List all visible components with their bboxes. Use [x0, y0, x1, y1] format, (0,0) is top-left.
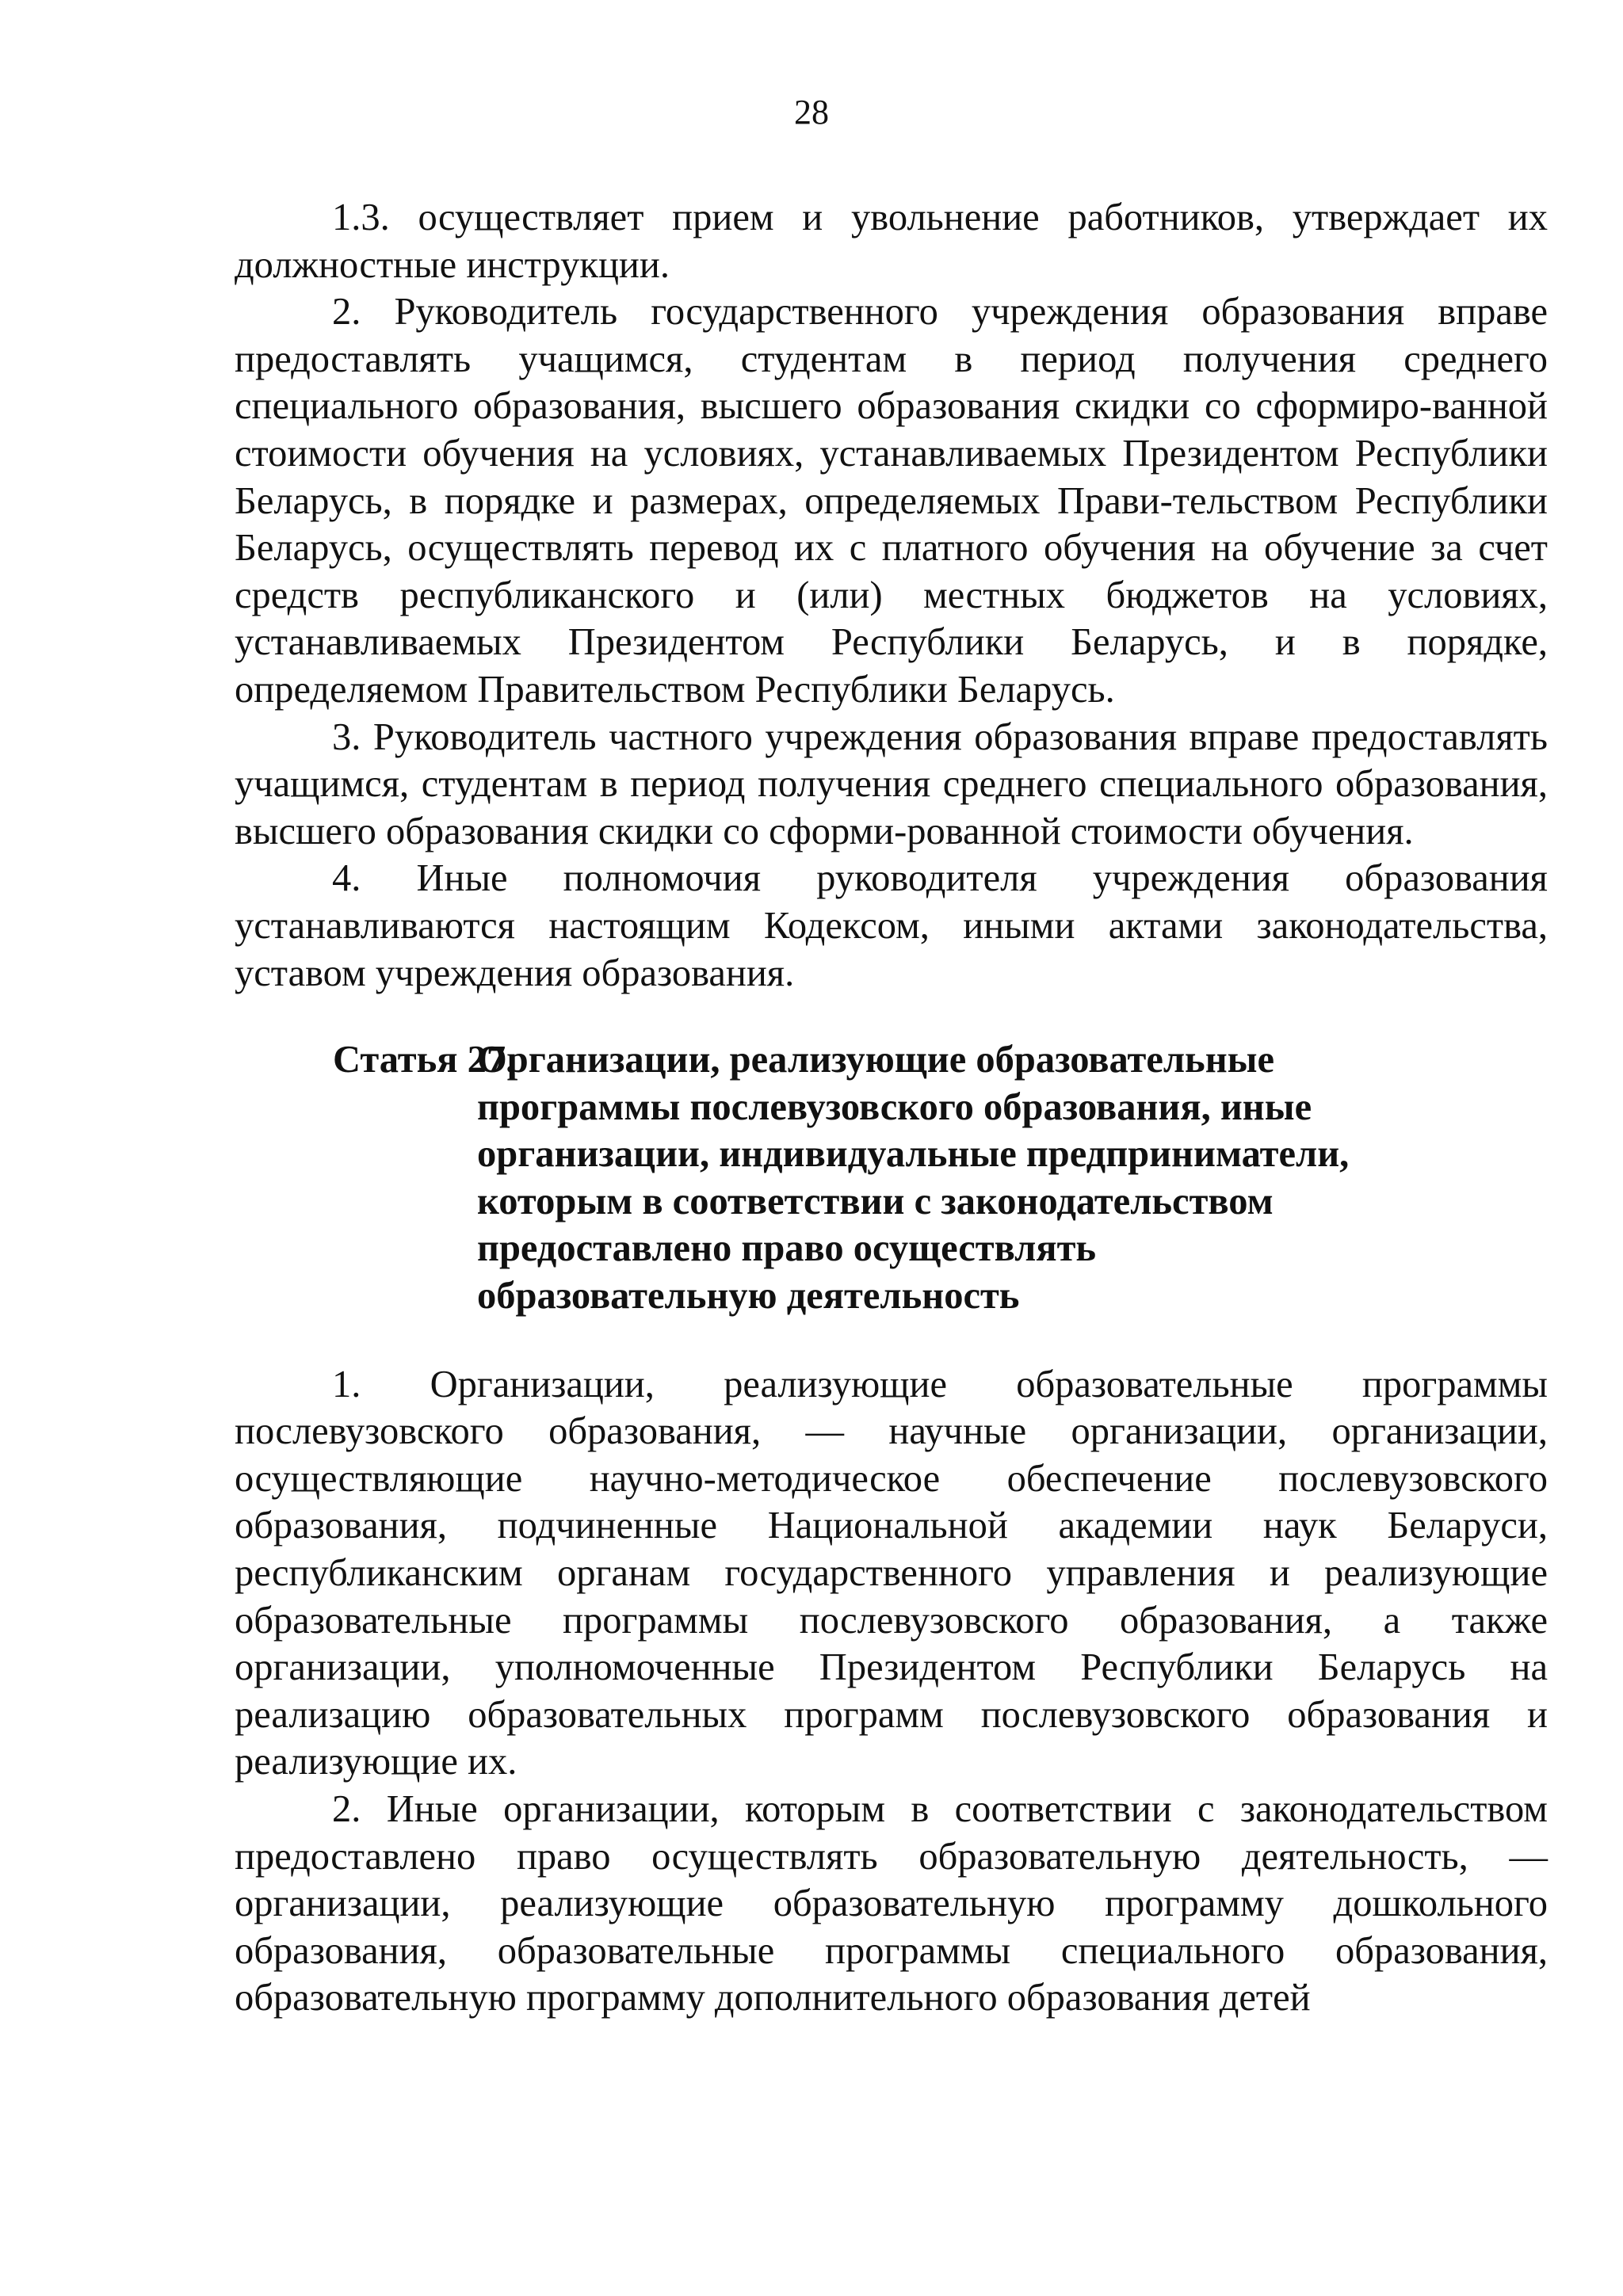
article-paragraph-1: 1. Организации, реализующие образовательные программы послевузовского образования, — научные организации, организации, осуществляющие научно-методическое обеспечение послевузовского образования, подчиненные Национальной академии наук Беларуси, республиканским органам государственного управления и реализующие образовательные программы послевузовского образования, а также организации, уполномоченные Президентом Республики Беларусь на реализацию образовательных программ послевузовского образования и реализующие их. — [235, 1363, 1548, 1783]
article-paragraph-2: 2. Иные организации, которым в соответствии с законодательством предоставлено право осуществлять образовательную деятельность, — организации, реализующие образовательную программу дошкольного образования, образовательные программы специального образования, образовательную программу дополнительного образования детей — [235, 1788, 1548, 2019]
article-title-line: предоставлено право осуществлять — [477, 1227, 1097, 1270]
article-title — [477, 1036, 1452, 1320]
paragraph-2: 2. Руководитель государственного учреждения образования вправе предоставлять учащимся, студентам в период получения среднего специального образования, высшего образования скидки со сформиро-ванной стоимости обучения на условиях, устанавливаемых Президентом Республики Беларусь, в порядке и размерах, определяемых Прави-тельством Республики Беларусь, осуществлять перевод их с платного обучения на обучение за счет средств республиканского и (или) местных бюджетов на условиях, устанавливаемых Президентом Республики Беларусь, и в порядке, определяемом Правительством Республики Беларусь. — [235, 291, 1548, 711]
article-title-line: которым в соответствии с законодательством — [477, 1180, 1274, 1222]
paragraph-3: 3. Руководитель частного учреждения образования вправе предоставлять учащимся, студентам в период получения среднего специального образования, высшего образования скидки со сформи-рованной стоимости обучения. — [235, 715, 1548, 852]
article-title-line: программы послевузовского образования, иные — [477, 1085, 1312, 1128]
article-title-line: Организации, реализующие образовательные — [477, 1039, 1275, 1081]
article-number: Статья 27. — [333, 1039, 516, 1081]
paragraph-4: 4. Иные полномочия руководителя учреждения образования устанавливаются настоящим Кодексом, иными актами законодательства, уставом учреждения образования. — [235, 857, 1548, 994]
article-title-line: образовательную деятельность — [477, 1275, 1020, 1318]
article-title-line: организации, индивидуальные предприниматели, — [477, 1133, 1350, 1176]
paragraph-1-3: 1.3. осуществляет прием и увольнение работников, утверждает их должностные инструкции. — [235, 196, 1548, 286]
page-number: 28 — [794, 93, 829, 132]
article-heading — [235, 1036, 1548, 1320]
document-body — [235, 194, 1548, 2022]
